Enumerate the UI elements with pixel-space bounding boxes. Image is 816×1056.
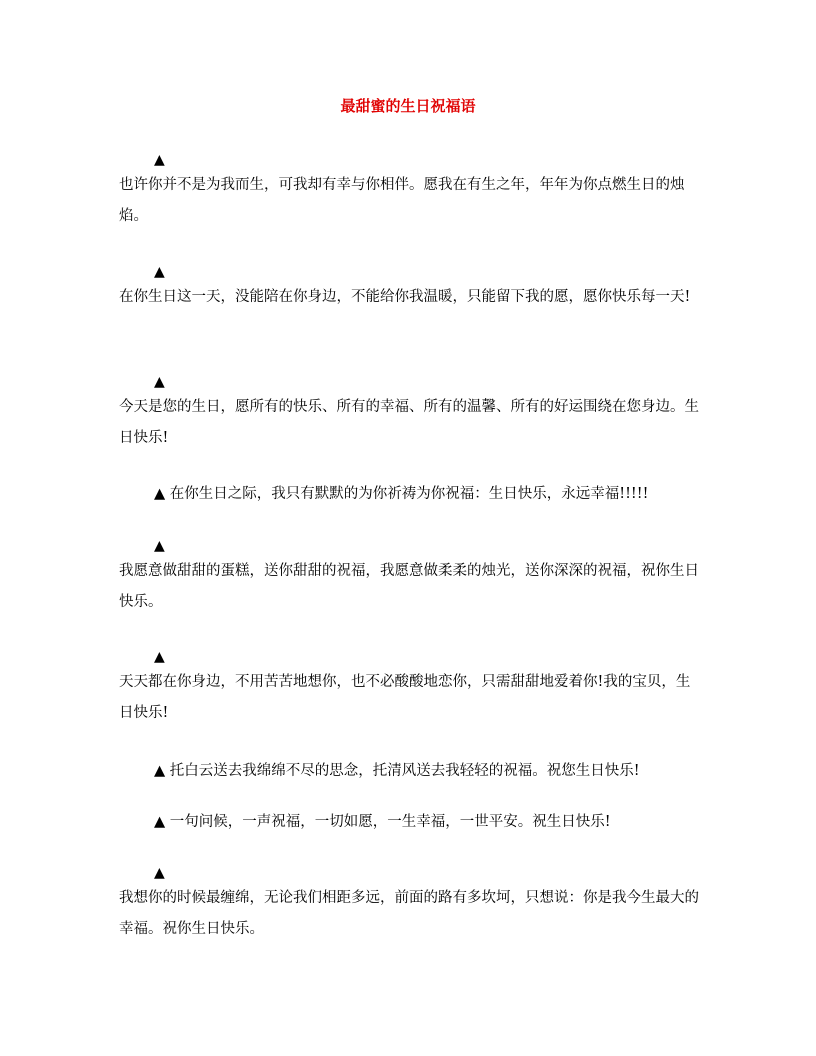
triangle-marker-icon: ▲ [154, 814, 170, 830]
blessing-text: 今天是您的生日，愿所有的快乐、所有的幸福、所有的温馨、所有的好运围绕在您身边。生日快乐! [119, 399, 699, 446]
triangle-marker-icon: ▲ [154, 486, 170, 502]
triangle-marker-icon: ▲ [154, 152, 165, 168]
blessing-text: 在你生日这一天，没能陪在你身边，不能给你我温暖，只能留下我的愿，愿你快乐每一天! [119, 289, 691, 305]
blessing-item [119, 863, 699, 945]
blessing-item [154, 761, 714, 781]
blessing-item [154, 812, 714, 832]
blessing-text: 我想你的时候最缠绵，无论我们相距多远，前面的路有多坎坷，只想说：你是我今生最大的幸福。祝你生日快乐。 [119, 890, 699, 937]
blessing-item [119, 536, 699, 618]
blessing-item [154, 484, 714, 504]
document-title: 最甜蜜的生日祝福语 [340, 97, 476, 115]
triangle-marker-icon: ▲ [154, 763, 170, 779]
triangle-marker-icon: ▲ [154, 538, 165, 554]
blessing-item [119, 150, 699, 232]
blessing-text: 在你生日之际，我只有默默的为你祈祷为你祝福：生日快乐，永远幸福!!!!! [169, 486, 649, 502]
triangle-marker-icon: ▲ [154, 374, 165, 390]
blessing-item [119, 647, 699, 729]
blessing-text: 我愿意做甜甜的蛋糕，送你甜甜的祝福，我愿意做柔柔的烛光，送你深深的祝福，祝你生日快乐。 [119, 563, 699, 610]
blessing-text: 也许你并不是为我而生，可我却有幸与你相伴。愿我在有生之年，年年为你点燃生日的烛焰。 [119, 177, 685, 224]
triangle-marker-icon: ▲ [154, 264, 165, 280]
blessing-text: 一句问候，一声祝福，一切如愿，一生幸福，一世平安。祝生日快乐! [169, 814, 611, 830]
blessing-item [119, 262, 699, 313]
blessing-text: 托白云送去我绵绵不尽的思念，托清风送去我轻轻的祝福。祝您生日快乐! [169, 763, 640, 779]
triangle-marker-icon: ▲ [154, 865, 165, 881]
blessing-text: 天天都在你身边，不用苦苦地想你，也不必酸酸地恋你，只需甜甜地爱着你!我的宝贝，生日快乐! [119, 674, 691, 721]
triangle-marker-icon: ▲ [154, 649, 165, 665]
blessing-item [119, 372, 699, 454]
